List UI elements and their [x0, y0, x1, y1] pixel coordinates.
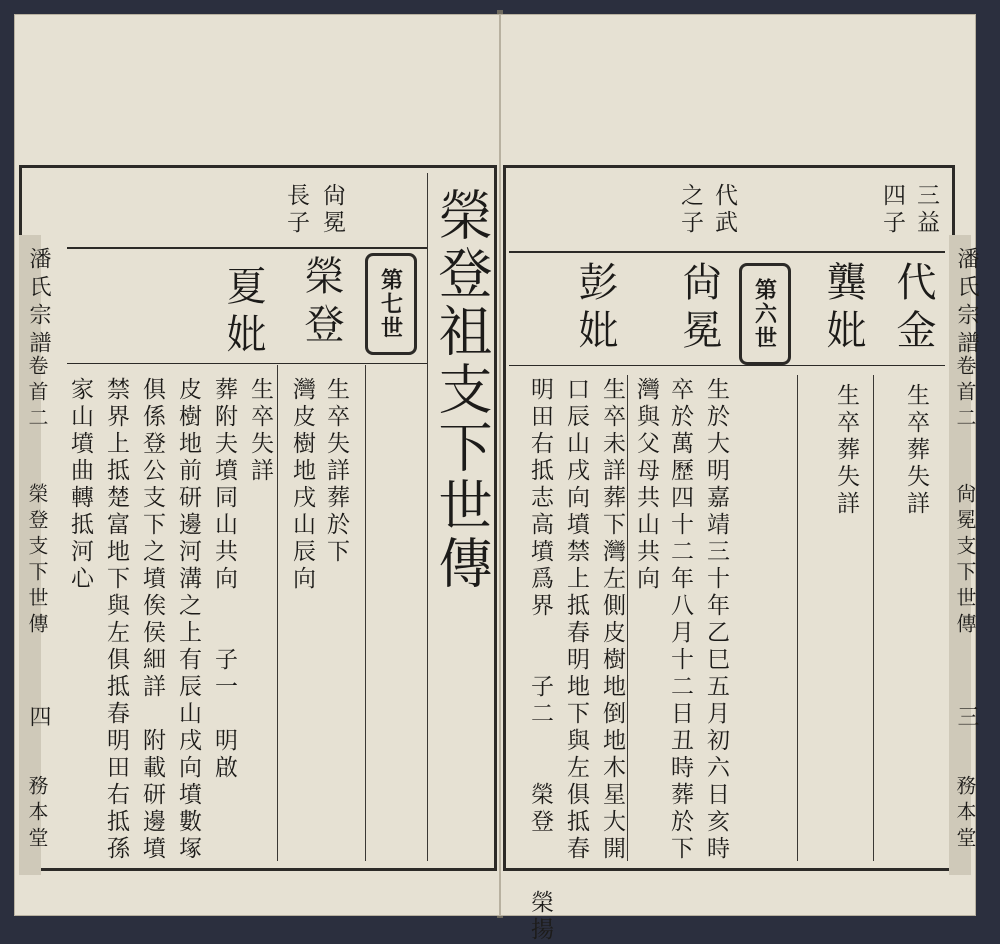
peng-record-line-1: 生卒未詳葬下灣左側皮樹地倒地木星大開: [599, 377, 625, 863]
left-column-divider-2: [277, 365, 278, 861]
shangmian-annotation-2: 之子: [677, 183, 703, 237]
gong-record-line-1: 生卒葬失詳: [833, 383, 859, 518]
right-edge-volume: 卷首二: [953, 355, 977, 433]
xia-record-line-4: 俱係登公支下之墳俟侯細詳 附載研邊墳: [139, 377, 165, 863]
daijin-annotation-2: 四子: [879, 183, 905, 237]
rongdeng-record-line-1: 生卒失詳葬於下: [323, 377, 349, 566]
right-header-rule: [509, 251, 945, 253]
right-name-rule: [509, 365, 945, 366]
left-page: [14, 14, 500, 916]
right-edge-hall: 務本堂: [953, 775, 977, 853]
daijin-annotation-1: 三益: [913, 183, 939, 237]
left-edge-volume: 卷首二: [25, 355, 49, 433]
shangmian-record-line-2: 卒於萬歷四十二年八月十二日丑時葬於下: [667, 377, 693, 863]
left-edge-page-number: 四: [26, 705, 51, 733]
left-column-divider-1: [365, 365, 366, 861]
left-edge-hall: 務本堂: [25, 775, 49, 853]
left-name-rule: [67, 363, 427, 364]
xia-record-line-1: 生卒失詳: [247, 377, 273, 485]
right-column-divider-1: [873, 375, 874, 861]
generation-seal-6: 第六世: [739, 263, 791, 365]
left-edge-section: 榮登支下世傳: [25, 483, 49, 639]
rongdeng-annotation-2: 長子: [283, 183, 309, 237]
shangmian-record-line-1: 生於大明嘉靖三十年乙巳五月初六日亥時: [703, 377, 729, 863]
left-edge-title: 潘氏宗譜: [26, 247, 51, 359]
xia-record-line-5: 禁界上抵楚富地下與左俱抵春明田右抵孫: [103, 377, 129, 863]
xia-record-line-6: 家山墳曲轉抵河心: [67, 377, 93, 593]
peng-record-line-3: 明田右抵志高墳爲界 子二 榮登 榮揚: [527, 377, 553, 944]
daijin-record-line-1: 生卒葬失詳: [903, 383, 929, 518]
person-name-shangmian: 尙冕: [676, 261, 722, 357]
xia-record-line-2: 葬附夫墳同山共向 子一 明啟: [211, 377, 237, 782]
right-edge-section: 尙冕支下世傳: [953, 483, 977, 639]
rongdeng-annotation-1: 尙冕: [319, 183, 345, 237]
shangmian-annotation-1: 代武: [711, 183, 737, 237]
shangmian-record-line-3: 灣與父母共山共向: [633, 377, 659, 593]
rongdeng-record-line-2: 灣皮樹地戌山辰向: [289, 377, 315, 593]
right-page: [500, 14, 979, 944]
xia-record-line-3: 皮樹地前研邊河溝之上有辰山戌向墳數塚: [175, 377, 201, 863]
left-header-rule: [67, 247, 427, 249]
wife-name-gong: 龔妣: [820, 261, 866, 357]
generation-seal-7: 第七世: [365, 253, 417, 355]
peng-record-line-2: 口辰山戌向墳禁上抵春明地下與左俱抵春: [563, 377, 589, 863]
wife-name-peng: 彭妣: [572, 261, 618, 357]
person-name-rongdeng: 榮登: [298, 255, 344, 351]
left-title-divider: [427, 173, 428, 861]
right-edge-title: 潘氏宗譜: [954, 247, 979, 359]
right-column-divider-2: [797, 375, 798, 861]
right-edge-page-number: 三: [954, 705, 979, 733]
section-title: 榮登祖支下世傳: [430, 187, 493, 593]
person-name-daijin: 代金: [890, 261, 936, 357]
wife-name-xia: 夏妣: [220, 265, 266, 361]
